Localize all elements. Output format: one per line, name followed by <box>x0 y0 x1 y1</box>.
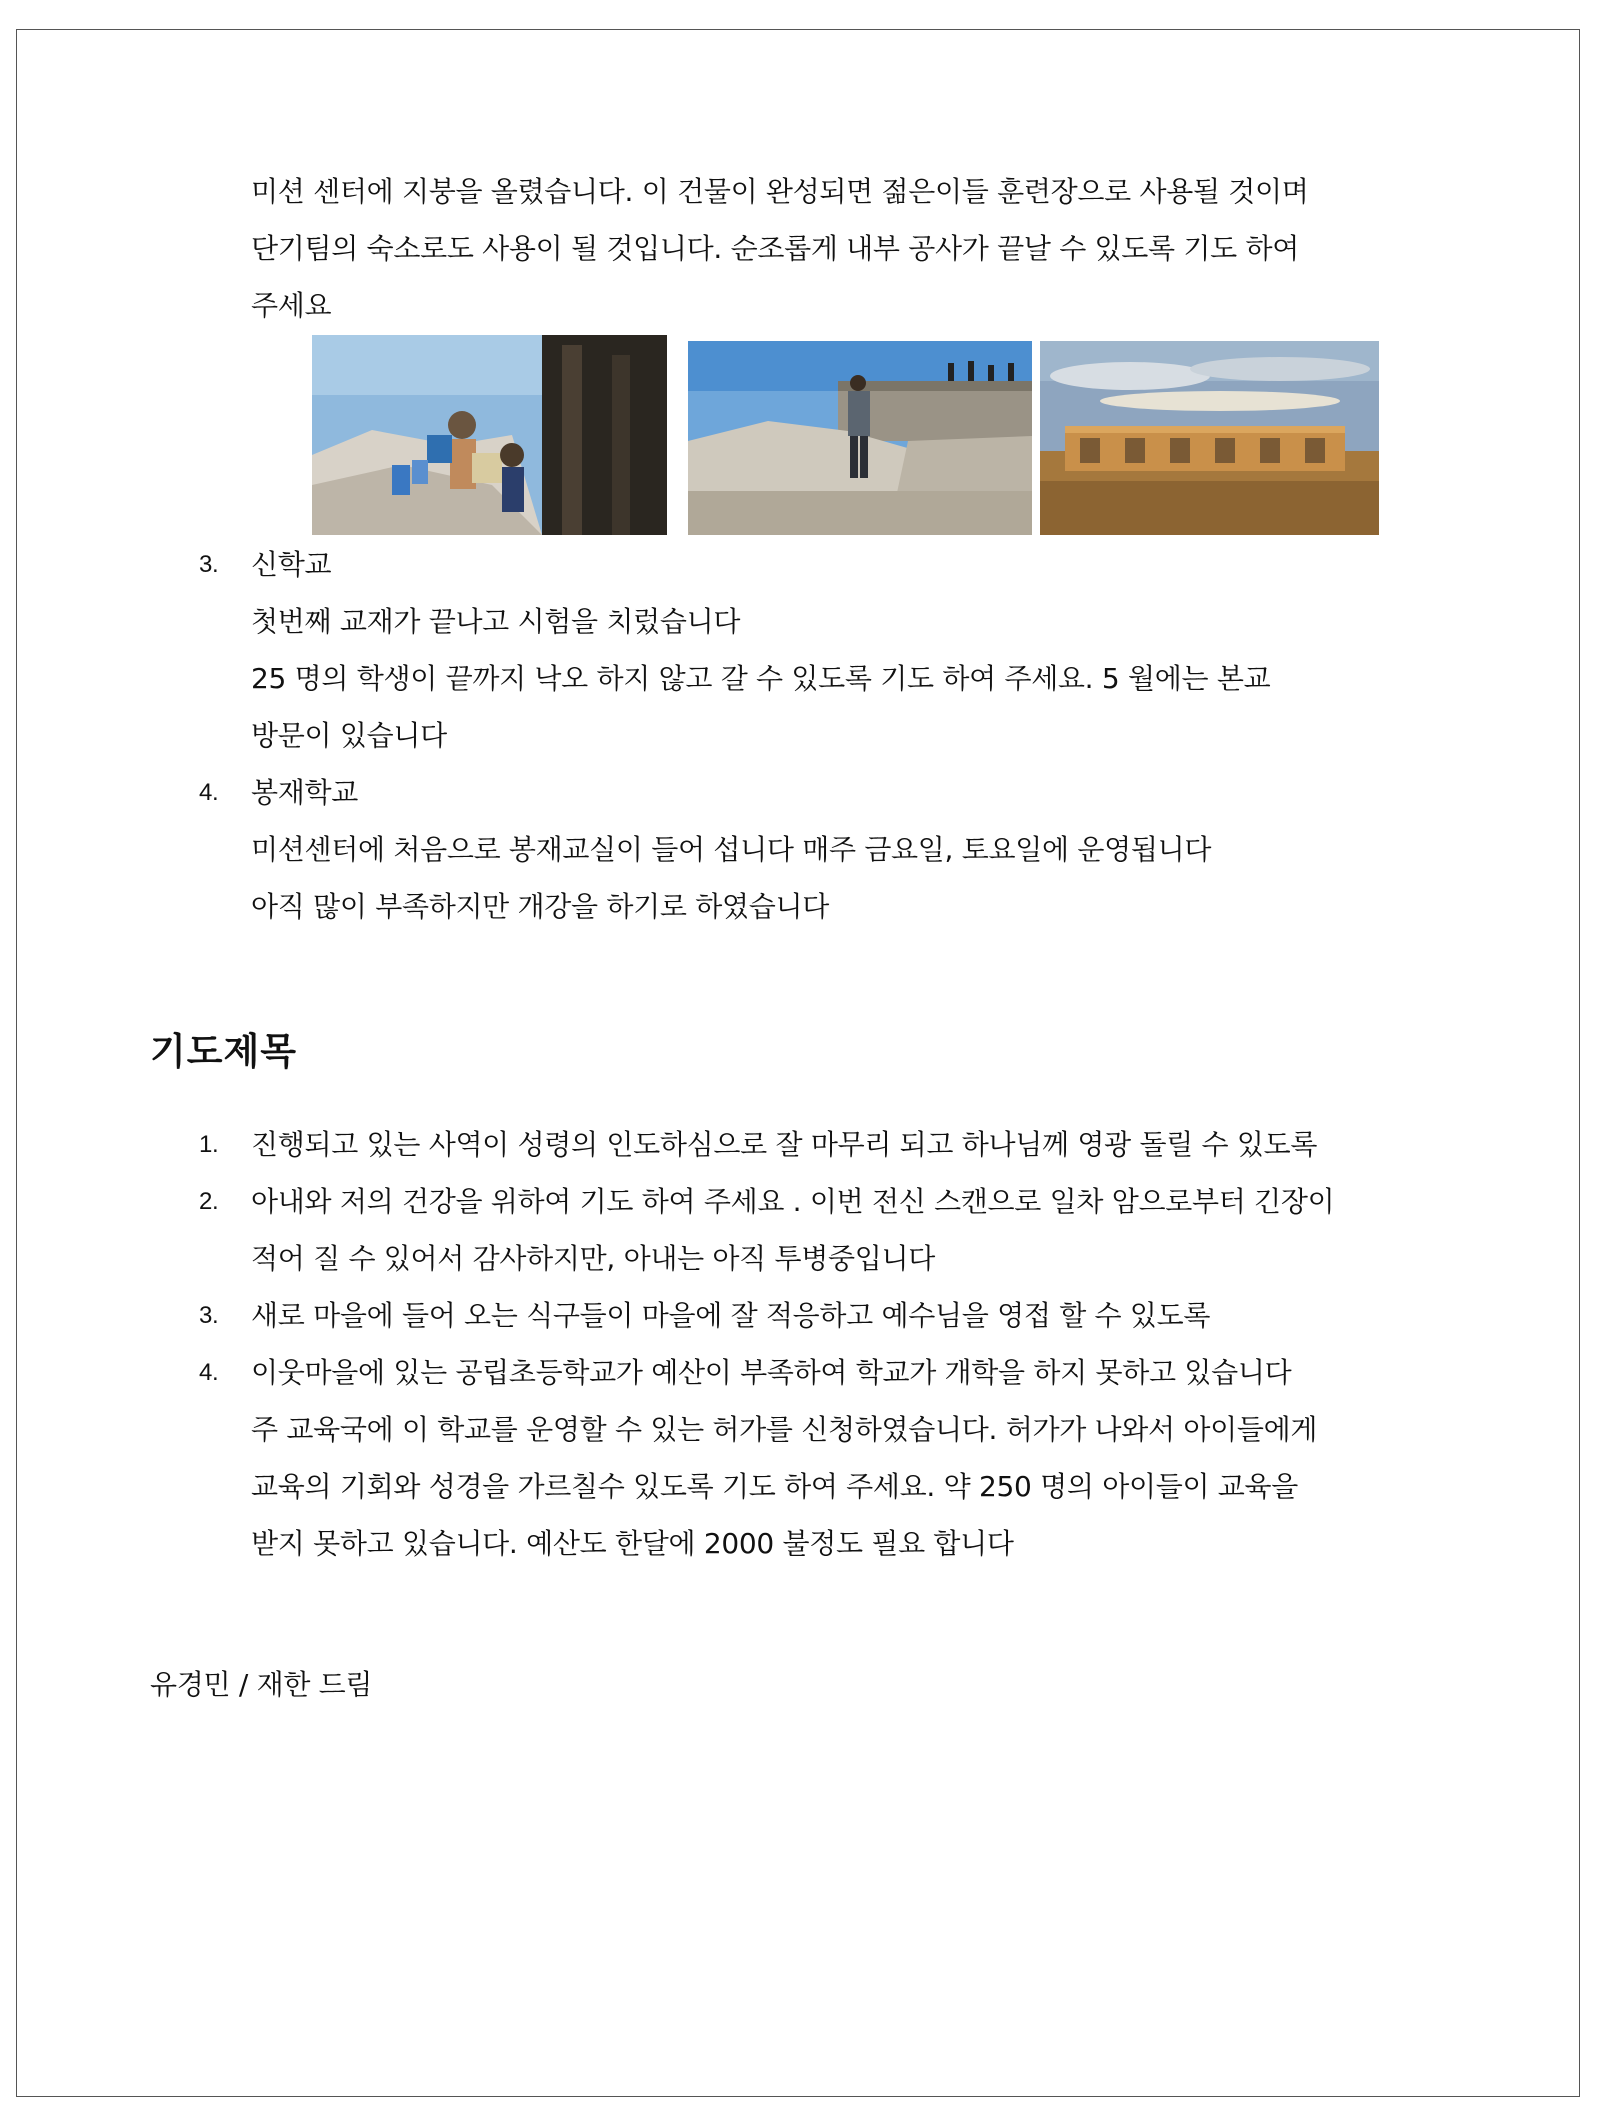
list-item-line: 새로 마을에 들어 오는 식구들이 마을에 잘 적응하고 예수님을 영접 할 수 있도록 <box>251 1299 1211 1332</box>
list-item-line: 미션센터에 처음으로 봉재교실이 들어 섭니다 매주 금요일, 토요일에 운영됩니다 <box>251 833 1212 866</box>
list-item-line: 이웃마을에 있는 공립초등학교가 예산이 부족하여 학교가 개학을 하지 못하고 있습니다 <box>251 1356 1292 1389</box>
construction-workers-photo <box>312 335 667 535</box>
list-item <box>199 1173 1334 1287</box>
list-item-line: 진행되고 있는 사역이 성령의 인도하심으로 잘 마무리 되고 하나님께 영광 돌릴 수 있도록 <box>251 1128 1318 1161</box>
intro-line: 미션 센터에 지붕을 올렸습니다. 이 건물이 완성되면 젊은이들 훈련장으로 사용될 것이며 <box>251 175 1309 208</box>
list-item-line: 교육의 기회와 성경을 가르칠수 있도록 기도 하여 주세요. 약 250 명의 아이들이 교육을 <box>251 1470 1299 1503</box>
list-item-line: 아직 많이 부족하지만 개강을 하기로 하였습니다 <box>251 890 829 923</box>
intro-line: 단기팀의 숙소로도 사용이 될 것입니다. 순조롭게 내부 공사가 끝날 수 있도록 기도 하여 <box>251 232 1299 265</box>
list-item-title: 봉재학교 <box>251 776 358 809</box>
list-item-line: 25 명의 학생이 끝까지 낙오 하지 않고 갈 수 있도록 기도 하여 주세요. 5 월에는 본교 <box>251 662 1271 695</box>
list-number: 4. <box>199 1359 219 1386</box>
signature: 유경민 / 재한 드림 <box>150 1668 373 1701</box>
list-item-line: 첫번째 교재가 끝나고 시험을 치렀습니다 <box>251 605 741 638</box>
section-heading: 기도제목 <box>150 1030 297 1073</box>
list-item-title: 신학교 <box>251 548 332 581</box>
list-number: 1. <box>199 1131 219 1158</box>
prayer-list <box>199 1116 1334 1572</box>
list-item-line: 아내와 저의 건강을 위하여 기도 하여 주세요 . 이번 전신 스캔으로 일차 암으로부터 긴장이 <box>251 1185 1335 1218</box>
list-item <box>199 764 1270 935</box>
list-item-line: 적어 질 수 있어서 감사하지만, 아내는 아직 투병중입니다 <box>251 1242 936 1275</box>
list-item-line: 받지 못하고 있습니다. 예산도 한달에 2000 불정도 필요 합니다 <box>251 1527 1014 1560</box>
list-item-line: 방문이 있습니다 <box>251 719 447 752</box>
list-number: 4. <box>199 779 219 806</box>
list-number: 2. <box>199 1188 219 1215</box>
list-item <box>199 1116 1334 1173</box>
projects-list <box>199 536 1270 935</box>
man-on-site-photo <box>688 341 1032 535</box>
list-number: 3. <box>199 551 219 578</box>
list-item <box>199 1344 1334 1572</box>
list-item <box>199 536 1270 764</box>
list-number: 3. <box>199 1302 219 1329</box>
photo-row <box>0 335 1600 535</box>
list-item <box>199 1287 1334 1344</box>
building-sunset-photo <box>1040 341 1379 535</box>
list-item-line: 주 교육국에 이 학교를 운영할 수 있는 허가를 신청하였습니다. 허가가 나와서 아이들에게 <box>251 1413 1318 1446</box>
intro-paragraph <box>251 163 1309 334</box>
intro-line: 주세요 <box>251 289 332 322</box>
